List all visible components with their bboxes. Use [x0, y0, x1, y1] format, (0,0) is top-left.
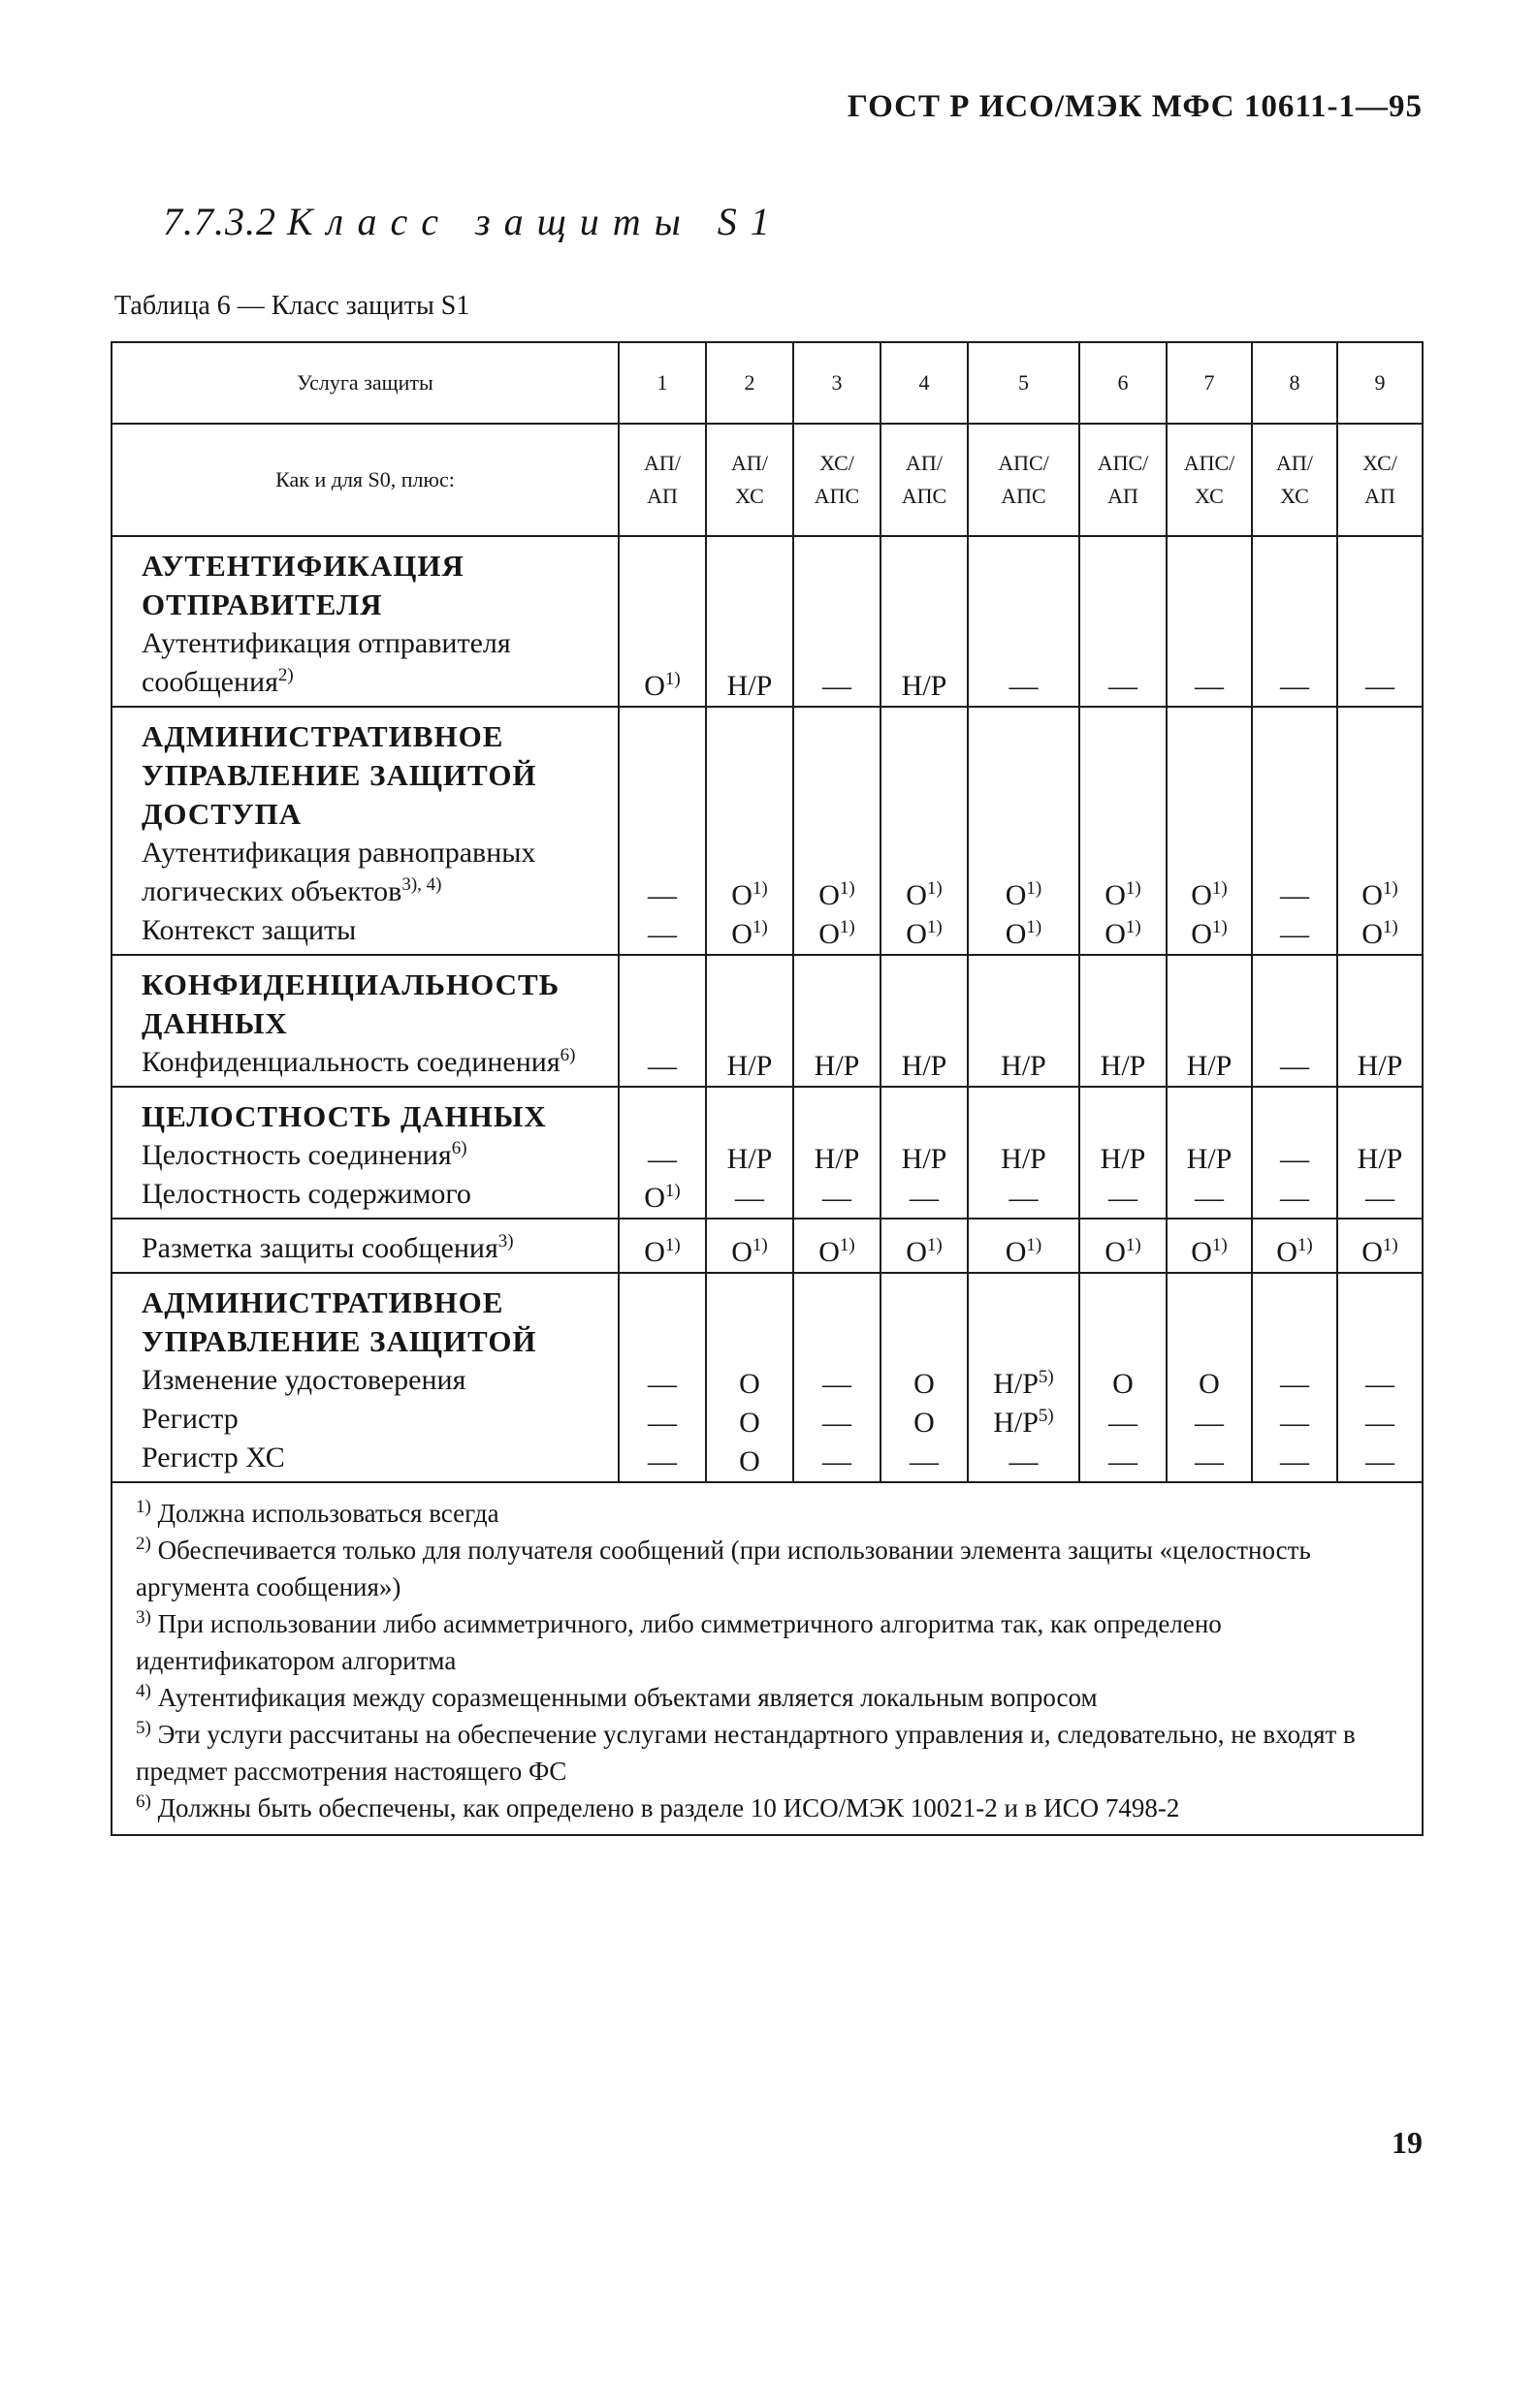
value-cell: [1079, 1273, 1167, 1482]
header-cell-service-label: Услуга защиты: [112, 342, 619, 424]
value-cell: [706, 707, 793, 955]
service-name: Контекст защиты: [142, 914, 357, 946]
profile-line: ХС: [1280, 484, 1309, 508]
service-value: Н/Р: [814, 1143, 860, 1175]
value-cell: [1337, 955, 1423, 1087]
footnote: $^{2)}$ Обеспечивается только для получателя сообщений (при использовании элемента защиты «целостность аргумента сообщения»): [136, 1534, 1311, 1601]
service-value: Н/Р: [1001, 1050, 1046, 1082]
value-cell: [881, 536, 968, 707]
service-value: —: [822, 1182, 851, 1214]
service-value: —: [1280, 670, 1309, 702]
service-value: $О^{1)}$: [1361, 1235, 1398, 1268]
service-name: Регистр ХС: [142, 1442, 285, 1473]
footnote-mark: 6): [451, 1138, 467, 1158]
value-cell: [968, 1087, 1079, 1219]
service-value: О: [1112, 1368, 1134, 1400]
service-value: $О^{1)}$: [1361, 917, 1398, 950]
service-value: Н/Р: [1100, 1050, 1146, 1082]
service-value: $О^{1)}$: [906, 1235, 943, 1268]
service-value: О: [1199, 1368, 1220, 1400]
value-cell: [1079, 536, 1167, 707]
service-value: $О^{1)}$: [644, 1235, 681, 1268]
service-value: —: [1108, 1182, 1137, 1214]
group-label-cell: [112, 536, 619, 707]
group-title: КОНФИДЕНЦИАЛЬНОСТЬ ДАННЫХ: [142, 967, 560, 1040]
value-cell: [706, 536, 793, 707]
header-row-service: [112, 342, 1423, 424]
profile-line: АПС: [901, 484, 947, 508]
service-value: $О^{1)}$: [731, 1235, 768, 1268]
value-cell: [1167, 1087, 1252, 1219]
value-cell: [793, 707, 881, 955]
service-value: —: [1009, 1445, 1039, 1477]
service-value: О: [739, 1407, 760, 1439]
profile-line: АП/: [906, 451, 943, 475]
service-value: Н/Р: [901, 670, 947, 702]
value-cell: [1252, 707, 1337, 955]
document-code-header: ГОСТ Р ИСО/МЭК МФС 10611-1—95: [847, 89, 1423, 124]
service-value: О: [739, 1445, 760, 1477]
service-value: О: [913, 1407, 935, 1439]
service-value: $О^{1)}$: [818, 917, 855, 950]
service-value: —: [1365, 670, 1394, 702]
value-cell: [619, 707, 706, 955]
value-cell: [968, 955, 1079, 1087]
value-cell: [619, 955, 706, 1087]
profile-line: АП: [1364, 484, 1395, 508]
service-value: $О^{1)}$: [906, 878, 943, 911]
service-value: —: [1009, 1182, 1039, 1214]
header-cell-profile-label: Как и для S0, плюс:: [112, 424, 619, 536]
profile-line: ХС/: [819, 451, 854, 475]
footnote-mark: 5): [136, 1718, 151, 1738]
value-cell: [968, 707, 1079, 955]
header-cell-profile: [706, 424, 793, 536]
service-name: Конфиденциальность соединения$^{6)}$: [142, 1045, 576, 1078]
header-cell-profile: [1079, 424, 1167, 536]
profile-line: АП: [647, 484, 678, 508]
service-value: $О^{1)}$: [1005, 1235, 1042, 1268]
service-value: $О^{1)}$: [1105, 917, 1141, 950]
section-number: 7.7.3.2: [163, 200, 276, 243]
profile-line: АПС/: [1097, 451, 1149, 475]
header-cell-profile: [1337, 424, 1423, 536]
value-cell: [1079, 955, 1167, 1087]
footnotes-row: [112, 1482, 1423, 1835]
profile-line: АПС: [814, 484, 860, 508]
service-value: —: [822, 1445, 851, 1477]
service-value: —: [1195, 1445, 1224, 1477]
service-name: Разметка защиты сообщения$^{3)}$: [142, 1231, 514, 1264]
group-row: [112, 707, 1423, 955]
service-value: $О^{1)}$: [1005, 917, 1042, 950]
footnote: $^{5)}$ Эти услуги рассчитаны на обеспечение услугами нестандартного управления и, следовательно, не входят в предмет рассмотрения настоящего ФС: [136, 1718, 1356, 1786]
service-value: $О^{1)}$: [818, 878, 855, 911]
service-value: —: [1280, 1368, 1309, 1400]
service-value: Н/Р: [726, 1050, 773, 1082]
value-cell: [619, 536, 706, 707]
service-value: —: [648, 879, 677, 911]
service-value: —: [1108, 1445, 1137, 1477]
service-value: —: [1108, 670, 1137, 702]
group-row: [112, 536, 1423, 707]
value-cell: [706, 1273, 793, 1482]
service-value: —: [822, 1407, 851, 1439]
service-name: Регистр: [142, 1403, 239, 1435]
profile-line: ХС/: [1362, 451, 1397, 475]
group-title: АДМИНИСТРАТИВНОЕ УПРАВЛЕНИЕ ЗАЩИТОЙ ДОСТУПА: [142, 719, 537, 831]
service-value: Н/Р: [1100, 1143, 1146, 1175]
value-cell: [1252, 1087, 1337, 1219]
service-value: $О^{1)}$: [1005, 878, 1042, 911]
service-name: Аутентификация равноправных логических объектов$^{3), 4)}$: [142, 837, 536, 907]
header-cell-column-number: 8: [1252, 342, 1337, 424]
service-value: О: [739, 1368, 760, 1400]
value-cell: [1079, 707, 1167, 955]
value-cell: [881, 1087, 968, 1219]
service-value: $О^{1)}$: [644, 669, 681, 702]
value-cell: [1337, 1273, 1423, 1482]
service-value: —: [1009, 670, 1039, 702]
profile-line: АПС/: [1183, 451, 1235, 475]
group-label-cell: [112, 955, 619, 1087]
service-value: —: [822, 670, 851, 702]
value-cell: [1337, 707, 1423, 955]
header-cell-column-number: 2: [706, 342, 793, 424]
service-value: О: [913, 1368, 935, 1400]
service-value: —: [1280, 1445, 1309, 1477]
value-cell: [881, 1273, 968, 1482]
header-cell-profile: [968, 424, 1079, 536]
value-cell: [706, 1087, 793, 1219]
service-value: Н/Р: [901, 1143, 947, 1175]
group-label-cell: [112, 1273, 619, 1482]
footnote-mark: 6): [136, 1791, 151, 1812]
service-value: —: [822, 1368, 851, 1400]
footnote: $^{3)}$ При использовании либо асимметричного, либо симметричного алгоритма так, как определено идентификатором алгоритма: [136, 1607, 1222, 1675]
profile-line: АП/: [1276, 451, 1313, 475]
group-label-cell: [112, 707, 619, 955]
value-cell: [968, 536, 1079, 707]
service-value: —: [648, 1445, 677, 1477]
service-name: Изменение удостоверения: [142, 1364, 466, 1396]
group-title: АДМИНИСТРАТИВНОЕ УПРАВЛЕНИЕ ЗАЩИТОЙ: [142, 1285, 537, 1358]
value-cell: [793, 955, 881, 1087]
service-value: —: [648, 1368, 677, 1400]
group-row: [112, 955, 1423, 1087]
group-label-cell: [112, 1219, 619, 1273]
service-value: $О^{1)}$: [818, 1235, 855, 1268]
profile-line: АП/: [644, 451, 681, 475]
value-cell: [1337, 536, 1423, 707]
service-value: —: [1108, 1407, 1137, 1439]
value-cell: [793, 536, 881, 707]
value-cell: [1252, 955, 1337, 1087]
service-name: Целостность содержимого: [142, 1178, 471, 1210]
group-row: [112, 1273, 1423, 1482]
service-value: —: [910, 1445, 939, 1477]
service-value: $О^{1)}$: [1105, 878, 1141, 911]
header-cell-column-number: 5: [968, 342, 1079, 424]
profile-line: АП: [1107, 484, 1138, 508]
value-cell: [1167, 1273, 1252, 1482]
header-cell-column-number: 7: [1167, 342, 1252, 424]
footnote-mark: 6): [560, 1045, 576, 1065]
footnote-mark: 4): [136, 1681, 151, 1701]
service-value: —: [1280, 918, 1309, 950]
header-cell-profile: [1252, 424, 1337, 536]
service-value: —: [648, 918, 677, 950]
service-value: $О^{1)}$: [731, 917, 768, 950]
value-cell: [619, 1087, 706, 1219]
value-cell: [881, 955, 968, 1087]
value-cell: [1167, 1219, 1252, 1273]
service-value: Н/Р: [1186, 1143, 1233, 1175]
value-cell: [793, 1087, 881, 1219]
header-cell-column-number: 3: [793, 342, 881, 424]
service-value: —: [1195, 670, 1224, 702]
service-name: Аутентификация отправителя сообщения$^{2)}$: [142, 627, 511, 698]
footnote-mark: 2): [277, 665, 294, 685]
value-cell: [968, 1219, 1079, 1273]
service-value: —: [1195, 1182, 1224, 1214]
service-value: —: [648, 1407, 677, 1439]
service-value: —: [1280, 1407, 1309, 1439]
header-cell-profile: [881, 424, 968, 536]
service-value: —: [1365, 1182, 1394, 1214]
value-cell: [968, 1273, 1079, 1482]
value-cell: [881, 707, 968, 955]
header-cell-column-number: 4: [881, 342, 968, 424]
service-value: $О^{1)}$: [1276, 1235, 1313, 1268]
service-value: —: [910, 1182, 939, 1214]
footnote-mark: 1): [136, 1497, 151, 1517]
footnote-mark: 3): [136, 1607, 151, 1628]
section-title-text: Класс защиты S1: [287, 200, 784, 243]
value-cell: [1079, 1087, 1167, 1219]
value-cell: [1252, 536, 1337, 707]
service-value: —: [1280, 1182, 1309, 1214]
service-value: $О^{1)}$: [1191, 1235, 1228, 1268]
service-value: $О^{1)}$: [1191, 878, 1228, 911]
profile-line: ХС: [1195, 484, 1224, 508]
value-cell: [1167, 536, 1252, 707]
service-value: —: [1365, 1407, 1394, 1439]
service-value: —: [648, 1143, 677, 1175]
value-cell: [706, 1219, 793, 1273]
service-value: —: [1195, 1407, 1224, 1439]
profile-line: АПС: [1001, 484, 1046, 508]
service-value: $О^{1)}$: [1105, 1235, 1141, 1268]
footnote-mark: 3), 4): [401, 874, 442, 895]
value-cell: [1337, 1219, 1423, 1273]
group-title: ЦЕЛОСТНОСТЬ ДАННЫХ: [142, 1099, 547, 1133]
header-row-profile: [112, 424, 1423, 536]
page-number: 19: [1392, 2125, 1423, 2160]
profile-line: ХС: [735, 484, 764, 508]
value-cell: [1337, 1087, 1423, 1219]
service-value: $О^{1)}$: [1191, 917, 1228, 950]
profile-line: АПС/: [998, 451, 1049, 475]
footnote-mark: 3): [497, 1231, 514, 1252]
service-value: —: [1365, 1445, 1394, 1477]
value-cell: [1252, 1219, 1337, 1273]
header-cell-column-number: 6: [1079, 342, 1167, 424]
footnote: $^{1)}$ Должна использоваться всегда: [136, 1497, 499, 1528]
service-value: Н/Р: [1186, 1050, 1233, 1082]
value-cell: [1167, 955, 1252, 1087]
footnote: $^{6)}$ Должны быть обеспечены, как определено в разделе 10 ИСО/МЭК 10021-2 и в ИСО 7498-2: [136, 1791, 1180, 1822]
value-cell: [881, 1219, 968, 1273]
service-value: $О^{1)}$: [644, 1181, 681, 1214]
service-value: —: [1280, 1143, 1309, 1175]
value-cell: [793, 1219, 881, 1273]
service-value: $О^{1)}$: [731, 878, 768, 911]
value-cell: [706, 955, 793, 1087]
header-cell-profile: [1167, 424, 1252, 536]
service-value: Н/Р: [726, 670, 773, 702]
service-value: Н/Р: [1001, 1143, 1046, 1175]
group-row: [112, 1087, 1423, 1219]
footnotes-cell: [112, 1482, 1423, 1835]
footnote-mark: 2): [136, 1534, 151, 1554]
header-cell-profile: [619, 424, 706, 536]
header-cell-column-number: 1: [619, 342, 706, 424]
service-value: Н/Р: [726, 1143, 773, 1175]
service-value: $Н/Р^{5)}$: [993, 1367, 1054, 1400]
footnote: $^{4)}$ Аутентификация между соразмещенными объектами является локальным вопросом: [136, 1681, 1098, 1712]
service-value: Н/Р: [1357, 1143, 1403, 1175]
value-cell: [1079, 1219, 1167, 1273]
value-cell: [793, 1273, 881, 1482]
value-cell: [619, 1273, 706, 1482]
service-value: $О^{1)}$: [1361, 878, 1398, 911]
group-title: АУТЕНТИФИКАЦИЯ ОТПРАВИТЕЛЯ: [142, 549, 464, 621]
group-row: [112, 1219, 1423, 1273]
service-value: $О^{1)}$: [906, 917, 943, 950]
value-cell: [1252, 1273, 1337, 1482]
service-value: —: [1280, 1050, 1309, 1082]
service-value: —: [1280, 879, 1309, 911]
header-cell-column-number: 9: [1337, 342, 1423, 424]
table-caption: Таблица 6 — Класс защиты S1: [114, 291, 470, 321]
value-cell: [1167, 707, 1252, 955]
service-value: —: [735, 1182, 764, 1214]
service-value: Н/Р: [1357, 1050, 1403, 1082]
service-value: —: [1365, 1368, 1394, 1400]
section-title: [163, 199, 784, 244]
service-value: Н/Р: [814, 1050, 860, 1082]
header-cell-profile: [793, 424, 881, 536]
service-value: Н/Р: [901, 1050, 947, 1082]
profile-line: АП/: [731, 451, 768, 475]
group-label-cell: [112, 1087, 619, 1219]
value-cell: [619, 1219, 706, 1273]
service-value: —: [648, 1050, 677, 1082]
service-name: Целостность соединения$^{6)}$: [142, 1138, 467, 1171]
protection-class-table: [111, 341, 1424, 1836]
service-value: $Н/Р^{5)}$: [993, 1406, 1054, 1439]
